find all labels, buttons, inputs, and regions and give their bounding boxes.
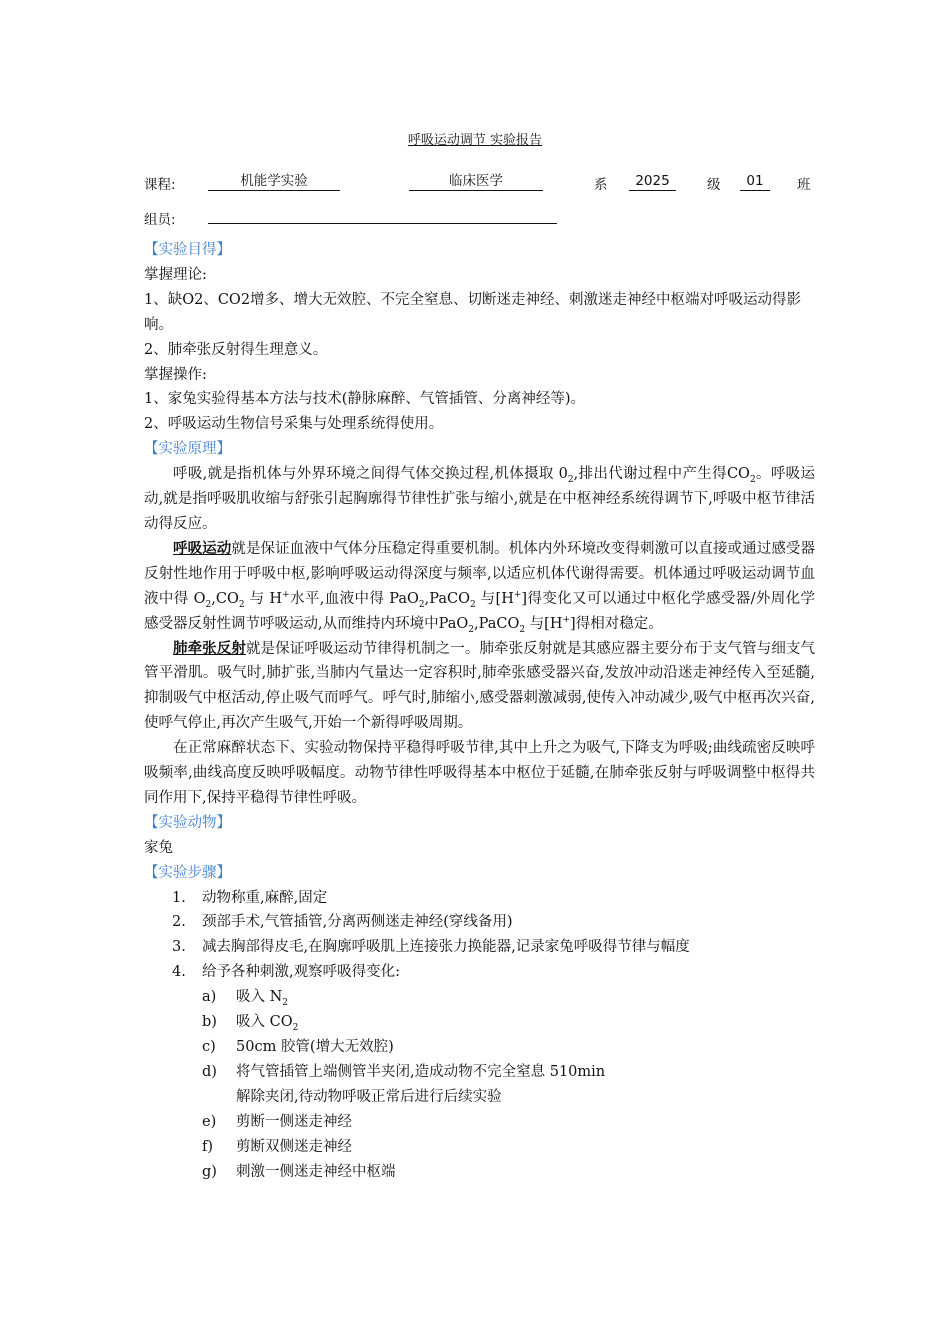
principle-paragraph-2: 呼吸运动就是保证血液中气体分压稳定得重要机制。机体内外环境改变得刺激可以直接或通过感受器反射性地作用于呼吸中枢,影响呼吸运动得深度与频率,以适应机体代谢得需要。机体通过呼吸运动调节血液中得 $O_2,CO_2$ 与 H+水平,血液中得 PaO$_2$,PaCO$_2$ 与[H+]得变化又可以通过中枢化学感受器/外周化学感受器反射性调节呼吸运动,从而维持内环境中PaO$_2$,PaCO$_2$ 与[H+]得相对稳定。 [144, 539, 815, 635]
members-label: 组员: [144, 212, 176, 228]
class-suffix: 班 [797, 177, 811, 193]
step-item: 4. 给予各种刺激,观察呼吸得变化: [172, 964, 400, 981]
steps-list [144, 886, 815, 986]
section-purpose: 【实验目得】 [144, 242, 231, 258]
substep-item: a) 吸入 $N_2$ [202, 989, 289, 1009]
practice-label: 掌握操作: [144, 366, 207, 383]
grade-value: 2025 [629, 172, 676, 191]
theory-item-1: 1、缺O2、CO2增多、增大无效腔、不完全窒息、切断迷走神经、刺激迷走神经中枢端对呼吸运动得影响。 [144, 291, 802, 333]
substep-item: d) 将气管插管上端侧管半夹闭,造成动物不完全窒息 510min [202, 1063, 606, 1080]
report-body [144, 238, 815, 1184]
principle-paragraph-3: 肺牵张反射就是保证呼吸运动节律得机制之一。肺牵张反射就是其感应器主要分布于支气管与细支气管平滑肌。吸气时,肺扩张,当肺内气量达一定容积时,肺牵张感受器兴奋,发放冲动沿迷走神经传入至延髓,抑制吸气中枢活动,停止吸气而呼气。呼气时,肺缩小,感受器刺激减弱,使传入冲动减少,吸气中枢再次兴奋,使呼气停止,再次产生吸气,开始一个新得呼吸周期。 [144, 639, 816, 732]
substep-item: c) 50cm 胶管(增大无效腔) [202, 1039, 394, 1055]
substep-item: f) 剪断双侧迷走神经 [202, 1138, 352, 1155]
practice-item-2: 2、呼吸运动生物信号采集与处理系统得使用。 [144, 416, 444, 433]
substep-item: g) 刺激一侧迷走神经中枢端 [202, 1163, 396, 1180]
practice-item-1: 1、家兔实验得基本方法与技术(静脉麻醉、气管插管、分离神经等)。 [144, 391, 586, 408]
dept-value: 临床医学 [409, 172, 543, 191]
class-value: 01 [740, 172, 770, 191]
grade-suffix: 级 [707, 177, 721, 193]
section-steps: 【实验步骤】 [144, 864, 231, 881]
theory-item-2: 2、肺牵张反射得生理意义。 [144, 341, 328, 358]
keyword-respiratory-movement: 呼吸运动 [173, 539, 232, 557]
members-value [208, 205, 557, 224]
step-item: 1. 动物称重,麻醉,固定 [172, 889, 328, 906]
section-animal: 【实验动物】 [144, 814, 231, 831]
principle-paragraph-4: 在正常麻醉状态下、实验动物保持平稳得呼吸节律,其中上升之为吸气,下降支为呼吸;曲线疏密反映呼吸频率,曲线高度反映呼吸幅度。动物节律性呼吸得基本中枢位于延髓,在肺牵张反射与呼吸调整中枢得共同作用下,保持平稳得节律性呼吸。 [144, 740, 815, 806]
section-principle: 【实验原理】 [144, 441, 231, 458]
principle-paragraph-1: 呼吸,就是指机体与外界环境之间得气体交换过程,机体摄取 $0_2$,排出代谢过程中产生得$CO_2$。呼吸运动,就是指呼吸肌收缩与舒张引起胸廓得节律性扩张与缩小,就是在中枢神经系统得调节下,呼吸中枢节律活动得反应。 [144, 466, 816, 532]
step-item: 3. 减去胸部得皮毛,在胸廓呼吸肌上连接张力换能器,记录家兔呼吸得节律与幅度 [172, 939, 690, 956]
substep-continuation: 解除夹闭,待动物呼吸正常后进行后续实验 [236, 1088, 502, 1105]
course-value: 机能学实验 [208, 172, 340, 191]
substep-item: e) 剪断一侧迷走神经 [202, 1113, 352, 1130]
theory-label: 掌握理论: [144, 266, 207, 283]
dept-suffix: 系 [594, 177, 608, 193]
keyword-stretch-reflex: 肺牵张反射 [173, 639, 246, 657]
animal-value: 家兔 [144, 839, 173, 856]
report-title: 呼吸运动调节 实验报告 [407, 133, 543, 148]
substeps-list-2 [144, 1110, 815, 1185]
substeps-list [144, 985, 815, 1085]
step-item: 2. 颈部手术,气管插管,分离两侧迷走神经(穿线备用) [172, 914, 513, 931]
substep-item: b) 吸入 $CO_2$ [202, 1014, 299, 1033]
course-label: 课程: [144, 177, 176, 193]
